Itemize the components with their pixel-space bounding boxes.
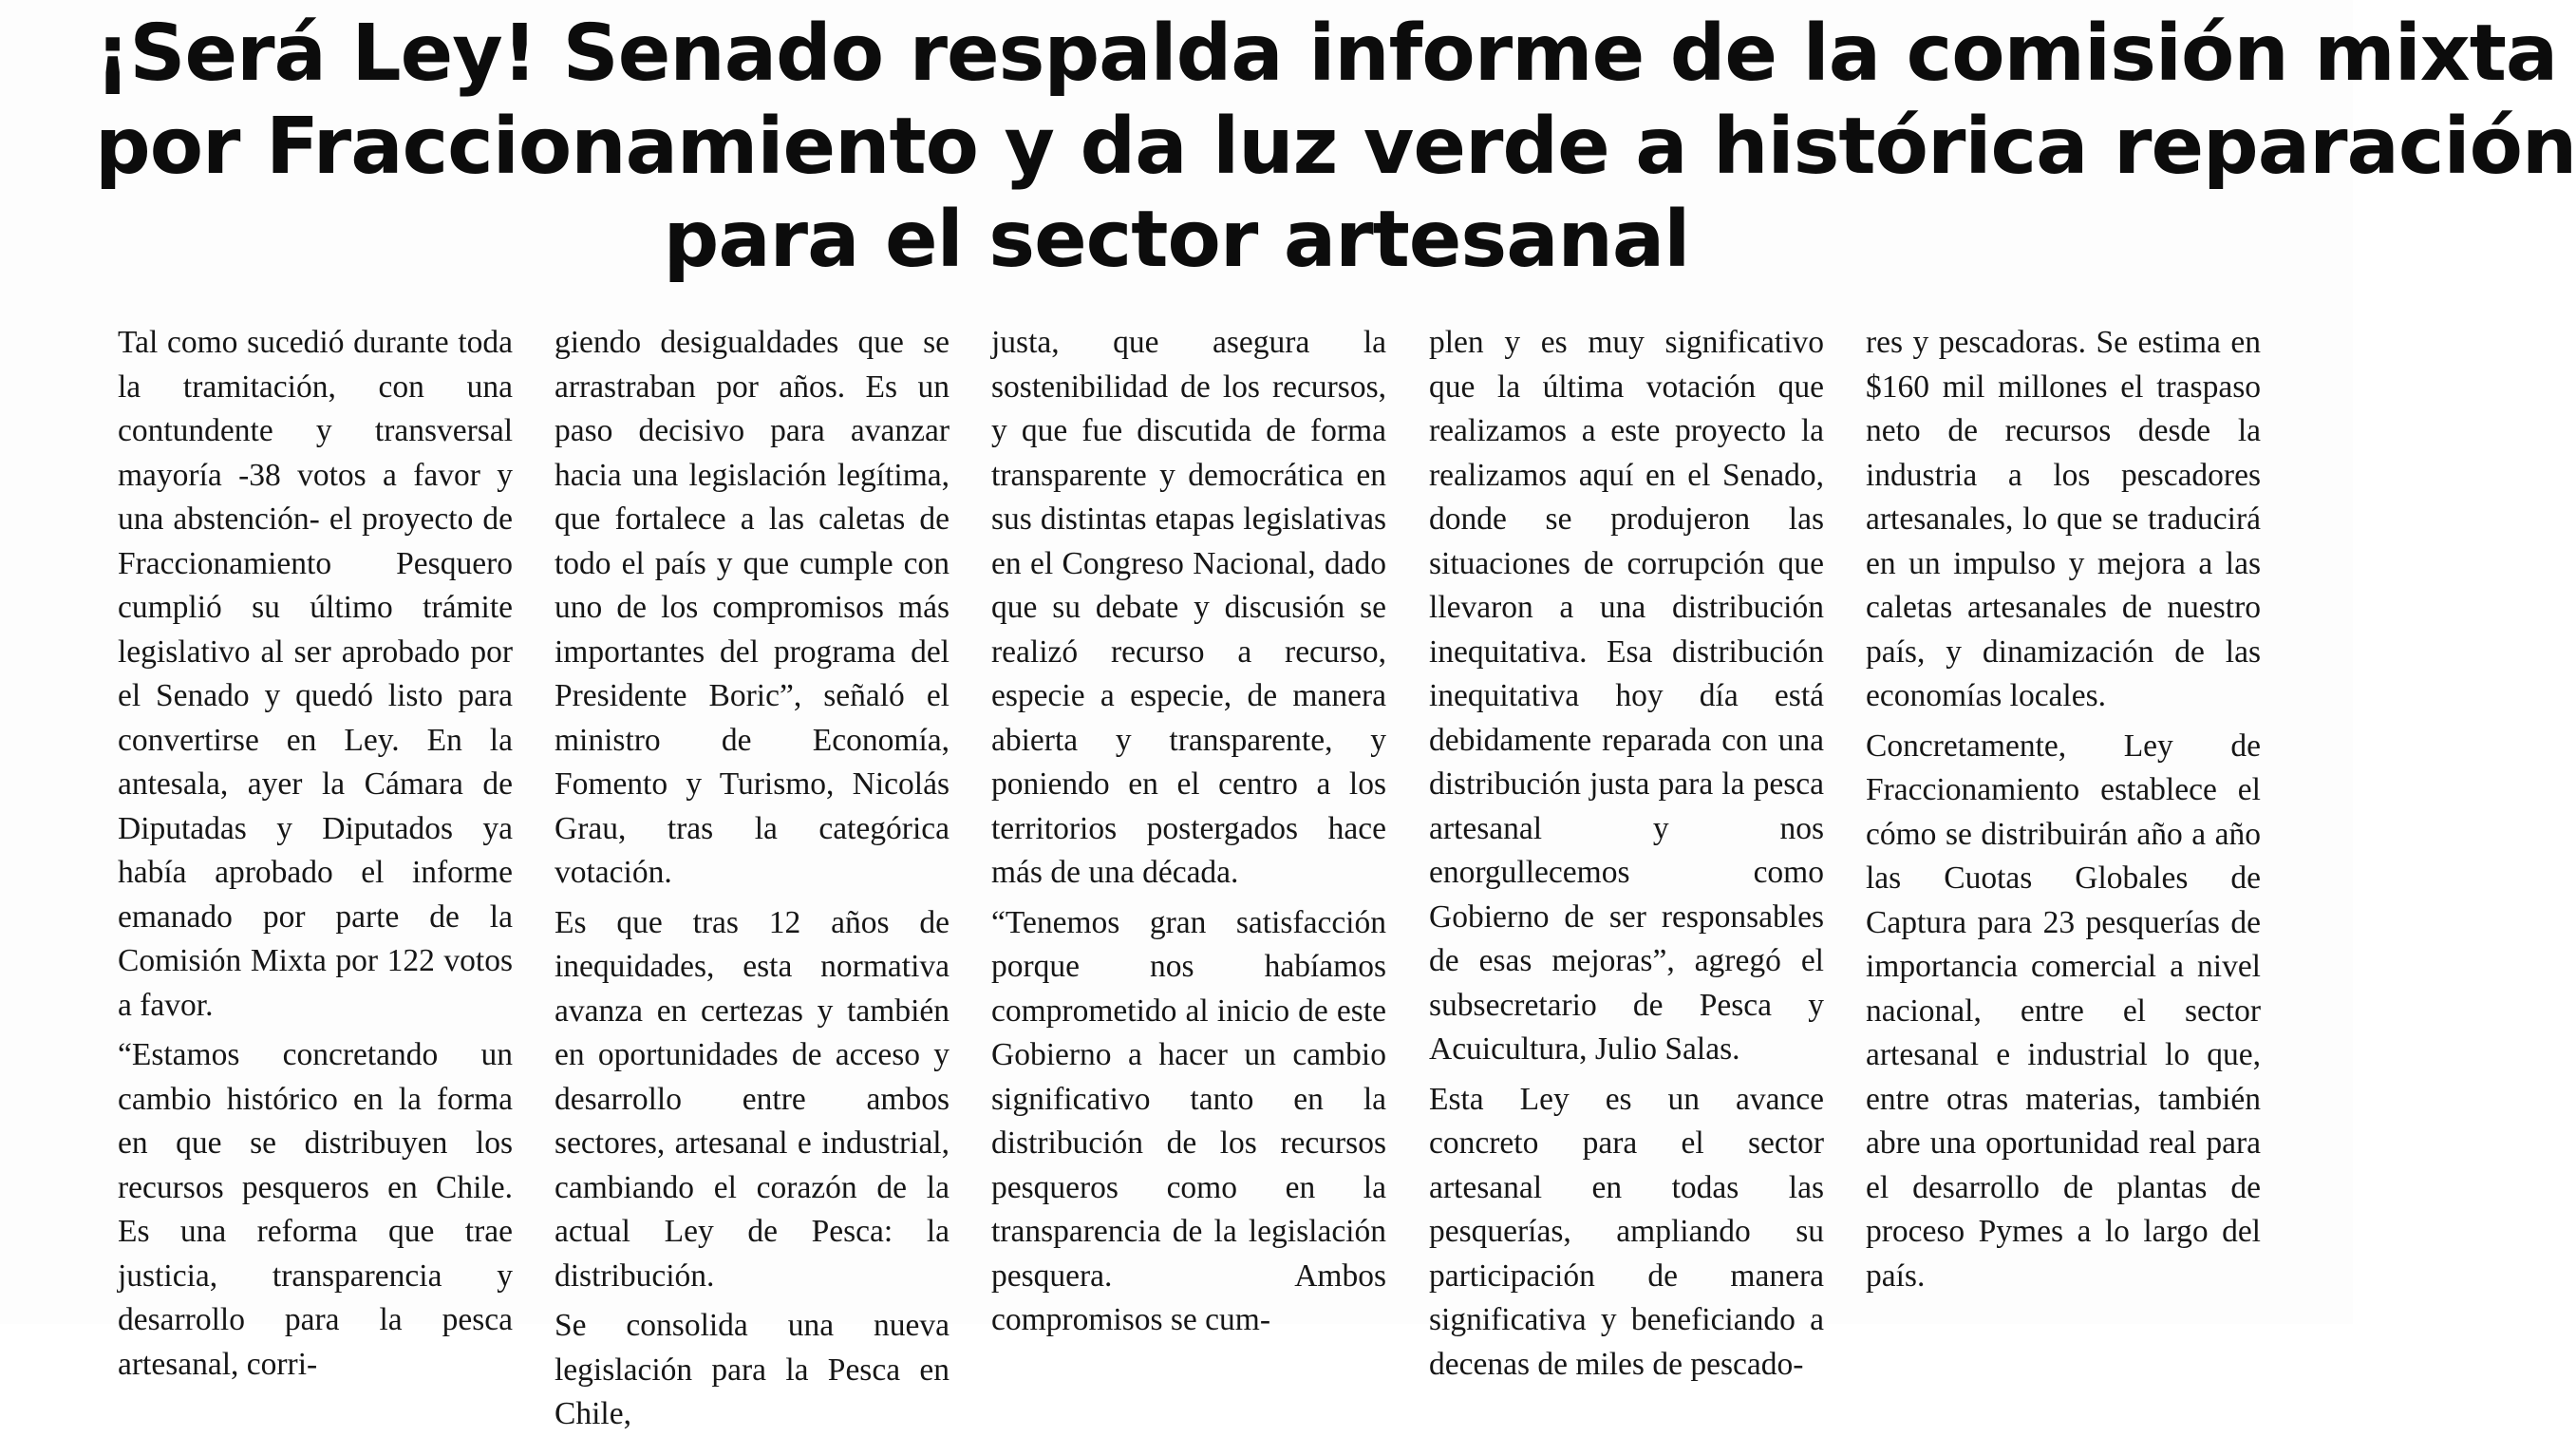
paragraph: giendo desigualdades que se arrastraban por años. Es un paso decisivo para avanzar hacia una legislación legítima, que fortalece a las caletas de todo el país y que cumple con uno de los compromisos más importantes del programa del Presidente Boric”, señaló el ministro de Economía, Fomento y Turismo, Nicolás Grau, tras la categórica votación. [555, 325, 950, 890]
article-column-3 [991, 321, 1386, 1337]
paragraph: Se consolida una nueva legislación para la Pesca en Chile, [555, 1308, 950, 1431]
paragraph: Tal como sucedió durante toda la tramitación, con una contundente y transversal mayoría -38 votos a favor y una abstención- el proyecto de Fraccionamiento Pesquero cumplió su último trámite legislativo al ser aprobado por el Senado y quedó listo para convertirse en Ley. En la antesala, ayer la Cámara de Diputadas y Diputados ya había aprobado el informe emanado por parte de la Comisión Mixta por 122 votos a favor. [118, 325, 513, 1023]
headline-line-3: para el sector artesanal [663, 195, 1690, 285]
article-column-2 [555, 321, 950, 1431]
headline [95, 8, 2576, 287]
paragraph: res y pescadoras. Se estima en $160 mil millones el traspaso neto de recursos desde la industria a los pescadores artesanales, lo que se traducirá en un impulso y mejora a las caletas artesanales de nuestro país, y dinamización de las economías locales. [1866, 325, 2261, 713]
article-column-5 [1866, 321, 2261, 1318]
paragraph: “Estamos concretando un cambio histórico en la forma en que se distribuyen los recursos pesqueros en Chile. Es una reforma que trae justicia, transparencia y desarrollo para la pesca artesanal, corri- [118, 1037, 513, 1382]
paragraph: Es que tras 12 años de inequidades, esta normativa avanza en certezas y también en oportunidades de acceso y desarrollo entre ambos sectores, artesanal e industrial, cambiando el corazón de la actual Ley de Pesca: la distribución. [555, 904, 950, 1294]
article-column-1 [118, 321, 513, 1382]
headline-line-1: ¡Será Ley! Senado respalda informe de la comisión mixta [95, 9, 2558, 99]
paragraph: justa, que asegura la sostenibilidad de los recursos, y que fue discutida de forma transparente y democrática en sus distintas etapas legislativas en el Congreso Nacional, dado que su debate y discusión se realizó recurso a recurso, especie a especie, de manera abierta y transparente, y poniendo en el centro a los territorios postergados hace más de una década. [991, 325, 1386, 890]
paragraph: Concretamente, Ley de Fraccionamiento establece el cómo se distribuirán año a año las Cuotas Globales de Captura para 23 pesquerías de importancia comercial a nivel nacional, entre el sector artesanal e industrial lo que, entre otras materias, también abre una oportunidad real para el desarrollo de plantas de proceso Pymes a lo largo del país. [1866, 728, 2261, 1294]
paragraph: plen y es muy significativo que la última votación que realizamos a este proyecto la realizamos aquí en el Senado, donde se produjeron las situaciones de corrupción que llevaron a una distribución inequitativa. Esa distribución inequitativa hoy día está debidamente reparada con una distribución justa para la pesca artesanal y nos enorgullecemos como Gobierno de ser responsables de esas mejoras”, agregó el subsecretario de Pesca y Acuicultura, Julio Salas. [1429, 325, 1824, 1067]
article-body [118, 321, 2261, 1431]
paragraph: “Tenemos gran satisfacción porque nos habíamos comprometido al inicio de este Gobierno a hacer un cambio significativo tanto en la distribución de los recursos pesqueros como en la transparencia de la legislación pesquera. Ambos compromisos se cum- [991, 904, 1386, 1337]
headline-line-2: por Fraccionamiento y da luz verde a histórica reparación [95, 102, 2576, 192]
paragraph: Esta Ley es un avance concreto para el sector artesanal en todas las pesquerías, ampliando su participación de manera significativa y beneficiando a decenas de miles de pescado- [1429, 1081, 1824, 1382]
article-column-4 [1429, 321, 1824, 1382]
